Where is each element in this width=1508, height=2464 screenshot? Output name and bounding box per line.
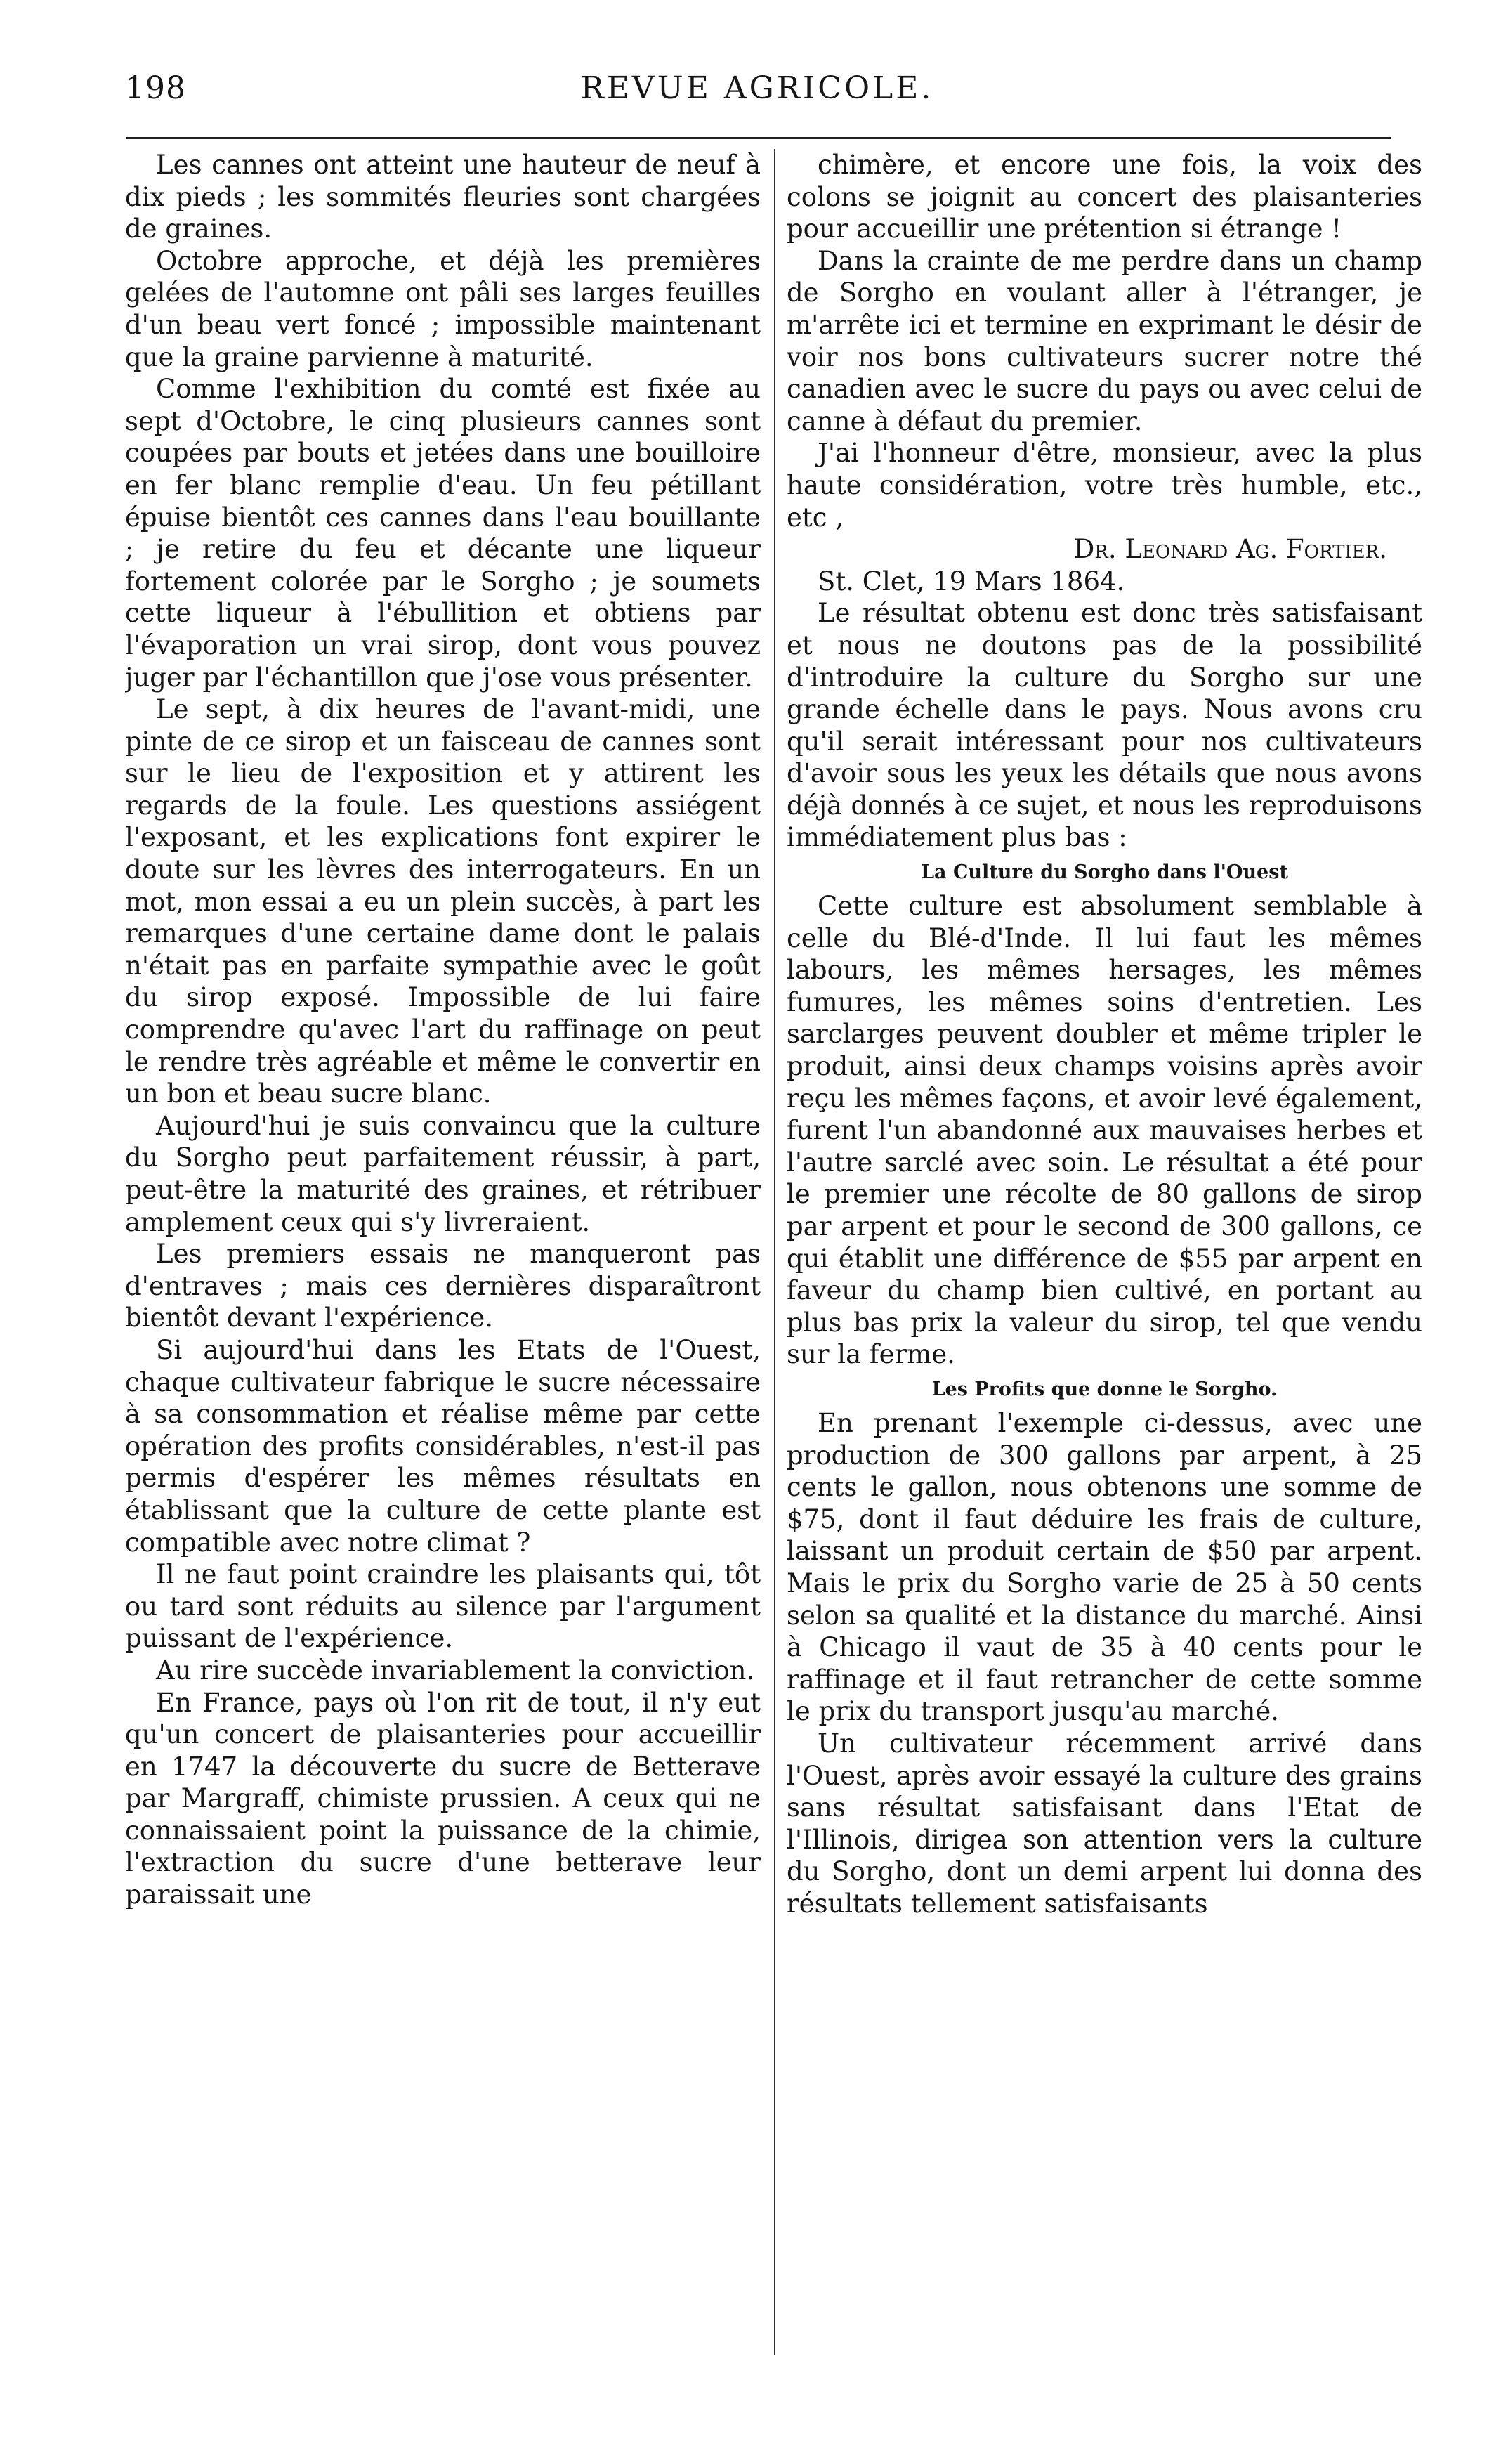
paragraph: Au rire succède invariablement la conviction. [156,1655,755,1686]
paragraph: Un cultivateur récemment arrivé dans l'Ouest, après avoir essayé la culture des grains sans résultat satisfaisant dans l'Etat de l'Illinois, dirigea son attention vers la culture du Sorgho, dont un demi arpent lui donna des résultats tellement satisfaisants [787,1728,1422,1919]
paragraph: Dans la crainte de me perdre dans un champ de Sorgho en voulant aller à l'étranger, je m'arrête ici et termine en exprimant le désir de voir nos bons cultivateurs sucrer notre thé canadien avec le sucre du pays ou avec celui de canne à défaut du premier. [787,245,1422,436]
running-title: REVUE AGRICOLE. [580,70,934,106]
letter-place-date: St. Clet, 19 Mars 1864. [818,566,1125,597]
paragraph: J'ai l'honneur d'être, monsieur, avec la plus haute considération, votre très humble, etc., etc , [787,438,1422,533]
letter-signature: Dr. Leonard Ag. Fortier. [1073,534,1387,565]
paragraph: Octobre approche, et déjà les premières gelées de l'automne ont pâli ses larges feuilles d'un beau vert foncé ; impossible maintenant que la graine parvienne à maturité. [125,245,761,372]
page-number: 198 [125,70,186,106]
column-divider [774,149,775,2355]
paragraph: En France, pays où l'on rit de tout, il n'y eut qu'un concert de plaisanteries pour accueillir en 1747 la découverte du sucre de Betterave par Margraff, chimiste prussien. A ceux qui ne connaissaient point la puissance de la chimie, l'extraction du sucre d'une betterave leur paraissait une [125,1687,761,1910]
paragraph: Il ne faut point craindre les plaisants qui, tôt ou tard sont réduits au silence par l'argument puissant de l'expérience. [125,1559,761,1654]
paragraph: En prenant l'exemple ci-dessus, avec une production de 300 gallons par arpent, à 25 cents le gallon, nous obtenons une somme de $75, dont il faut déduire les frais de culture, laissant un produit certain de $50 par arpent. Mais le prix du Sorgho varie de 25 à 50 cents selon sa qualité et la distance du marché. Ainsi à Chicago il vaut de 35 à 40 cents pour le raffinage et il faut retrancher de cette somme le prix du transport jusqu'au marché. [787,1407,1422,1727]
left-column [125,149,761,2362]
header-rule [126,137,1391,139]
paragraph: Le résultat obtenu est donc très satisfaisant et nous ne doutons pas de la possibilité d'introduire la culture du Sorgho sur une grande échelle dans le pays. Nous avons cru qu'il serait intéressant pour nos cultivateurs d'avoir sous les yeux les détails que nous avons déjà donnés à ce sujet, et nous les reproduisons immédiatement plus bas : [787,598,1422,853]
paragraph: Si aujourd'hui dans les Etats de l'Ouest, chaque cultivateur fabrique le sucre nécessaire à sa consommation et réalise même par cette opération des profits considérables, n'est-il pas permis d'espérer les mêmes résultats en établissant que la culture de cette plante est compatible avec notre climat ? [125,1334,761,1558]
paragraph: Les cannes ont atteint une hauteur de neuf à dix pieds ; les sommités fleuries sont chargées de graines. [125,150,761,245]
paragraph: Les premiers essais ne manqueront pas d'entraves ; mais ces dernières disparaîtront bientôt devant l'expérience. [125,1239,761,1334]
paragraph: Cette culture est absolument semblable à celle du Blé-d'Inde. Il lui faut les mêmes labours, les mêmes hersages, les mêmes fumures, les mêmes soins d'entretien. Les sarclarges peuvent doubler et même tripler le produit, ainsi deux champs voisins après avoir reçu les mêmes façons, et avoir levé également, furent l'un abandonné aux mauvaises herbes et l'autre sarclé avec soin. Le résultat a été pour le premier une récolte de 80 gallons de sirop par arpent et pour le second de 300 gallons, ce qui établit une différence de $55 par arpent en faveur du champ bien cultivé, en portant au plus bas prix la valeur du sirop, tel que vendu sur la ferme. [787,891,1422,1370]
paragraph: Le sept, à dix heures de l'avant-midi, une pinte de ce sirop et un faisceau de cannes sont sur le lieu de l'exposition et y attirent les regards de la foule. Les questions assiégent l'exposant, et les explications font expirer le doute sur les lèvres des interrogateurs. En un mot, mon essai a eu un plein succès, à part les remarques d'une certaine dame dont le palais n'était pas en parfaite sympathie avec le goût du sirop exposé. Impossible de lui faire comprendre qu'avec l'art du raffinage on peut le rendre très agréable et même le convertir en un bon et beau sucre blanc. [125,694,761,1109]
page-header [125,70,1389,126]
section-heading: Les Profits que donne le Sorgho. [931,1378,1278,1400]
paragraph: Aujourd'hui je suis convaincu que la culture du Sorgho peut parfaitement réussir, à part, peut-être la maturité des graines, et rétribuer amplement ceux qui s'y livreraient. [125,1110,761,1237]
paragraph: chimère, et encore une fois, la voix des colons se joignit au concert des plaisanteries pour accueillir une prétention si étrange ! [787,150,1422,245]
right-column [787,149,1422,2362]
section-heading: La Culture du Sorgho dans l'Ouest [921,861,1288,884]
paragraph: Comme l'exhibition du comté est fixée au sept d'Octobre, le cinq plusieurs cannes sont coupées par bouts et jetées dans une bouilloire en fer blanc remplie d'eau. Un feu pétillant épuise bientôt ces cannes dans l'eau bouillante ; je retire du feu et décante une liqueur fortement colorée par le Sorgho ; je soumets cette liqueur à l'ébullition et obtiens par l'évaporation un vrai sirop, dont vous pouvez juger par l'échantillon que j'ose vous présenter. [125,374,761,693]
